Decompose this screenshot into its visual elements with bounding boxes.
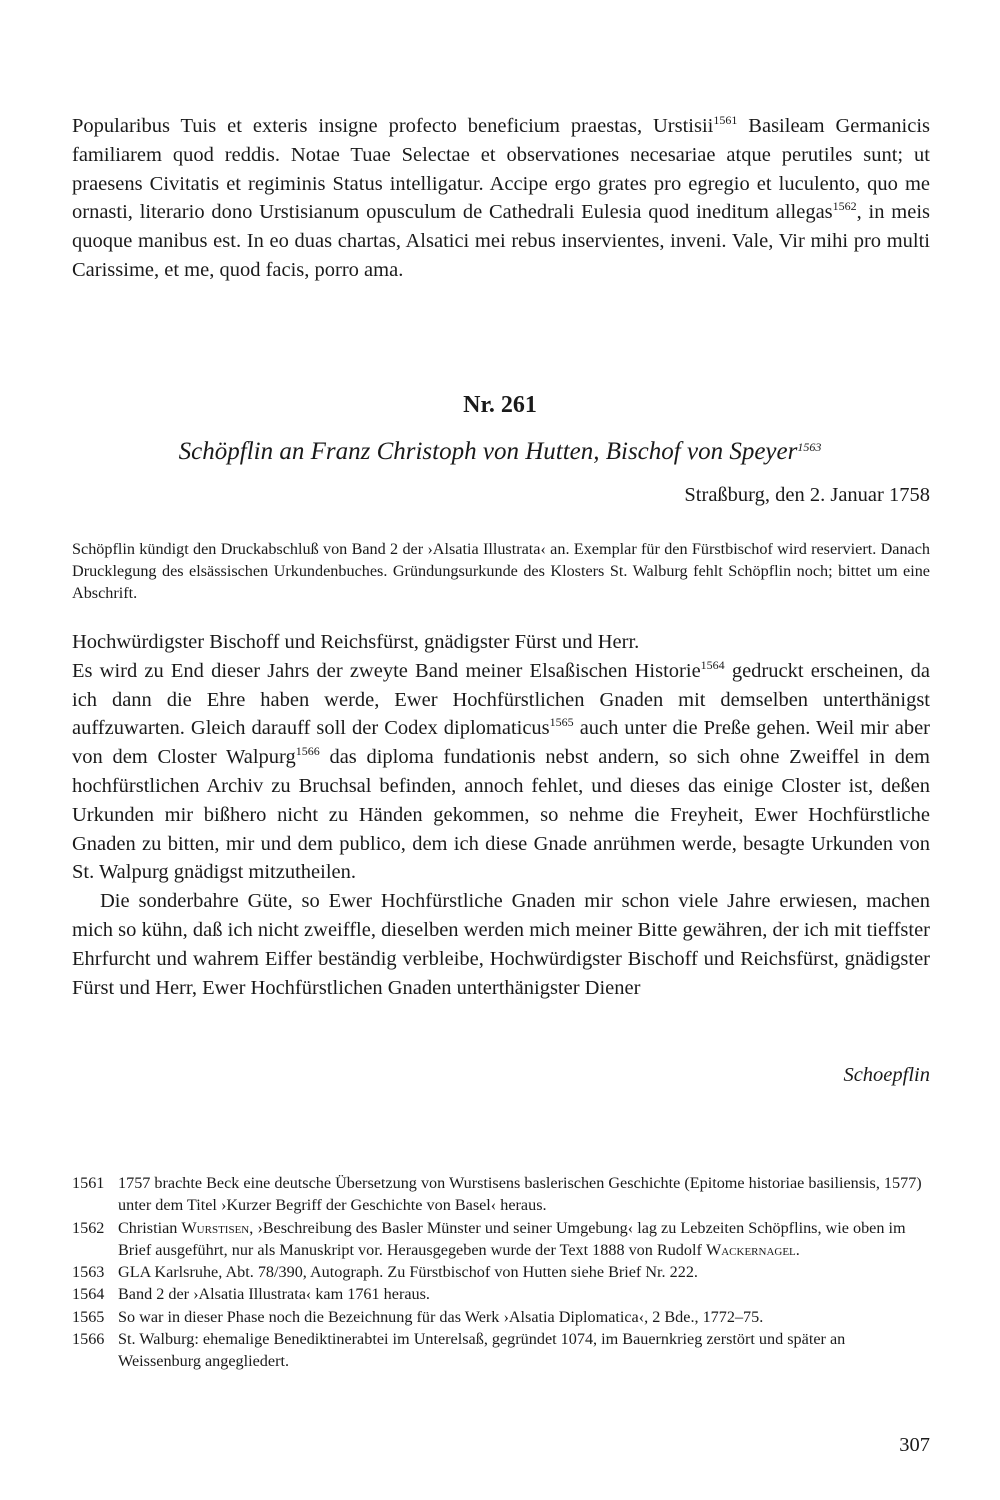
text-run: Es wird zu End dieser Jahrs der zweyte Band meiner Elsaßischen Historie	[72, 659, 701, 682]
author-name: Wurstisen	[181, 1218, 250, 1237]
footnote-text: St. Walburg: ehemalige Benediktinerabtei im Unterelsaß, gegründet 1074, im Bauernkrieg zerstört und später an Weissenburg angegliedert.	[118, 1330, 846, 1371]
page-number: 307	[899, 1434, 930, 1456]
text-run: gedruckt erscheinen, da ich dann die Ehre haben werde, Ewer Hochfürstlichen Gnaden mit demselben unterthänigst auffzuwarten. Gleich darauff soll der Codex diplomaticus	[72, 659, 930, 740]
footnote	[72, 1172, 930, 1217]
footnote-text: Band 2 der ›Alsatia Illustrata‹ kam 1761 heraus.	[118, 1285, 430, 1304]
letter-paragraph-2: Die sonderbahre Güte, so Ewer Hochfürstliche Gnaden mir schon viele Jahre erwiesen, machen mich so kühn, daß ich nicht zweiffle, dieselben werden mich meiner Bitte gewähren, der ich mit tieffster Ehrfurcht und wahrem Eiffer beständig verbleibe, Hochwürdigster Bischoff und Reichsfürst, gnädigster Fürst und Herr, Ewer Hochfürstlichen Gnaden unterthänigster Diener	[72, 890, 930, 999]
footnote-number: 1562	[72, 1218, 105, 1237]
text-run: .	[795, 1240, 800, 1259]
text-run: Basileam Germanicis familiarem quod reddis. Notae Tuae Selectae et observationes necesariae atque perutiles sunt; ut praesens Civitatis et regiminis Status intelligatur. Accipe ergo grates pro egregio et luculento, quo me ornasti, literario dono Urstisianum opusculum de Cathedrali Eulesia quod ineditum allegas	[72, 115, 930, 224]
text-run: , in meis quoque manibus est. In eo duas chartas, Alsatici mei rebus inservientes, inveni. Vale, Vir mihi pro multi Carissime, et me, quod facis, porro ama.	[72, 201, 931, 281]
letter-summary	[72, 538, 930, 604]
signature: Schoepflin	[843, 1064, 930, 1086]
footnotes	[72, 1172, 930, 1373]
letter-title-text: Schöpflin an Franz Christoph von Hutten, Bischof von Speyer	[178, 438, 798, 465]
author-name: Wackernagel	[705, 1240, 796, 1259]
letter-paragraph-1	[72, 657, 930, 887]
letter-body	[72, 628, 930, 1002]
footnote-text: 1757 brachte Beck eine deutsche Übersetzung von Wurstisens baslerischen Geschichte (Epitome historiae basiliensis, 1577) unter dem Titel ›Kurzer Begriff der Geschichte von Basel‹ heraus.	[118, 1174, 922, 1215]
footnote-ref[interactable]: 1565	[549, 715, 574, 730]
text-run: auch unter die Preße gehen. Weil mir aber von dem Closter Walpurg	[72, 717, 930, 769]
footnote-text: So war in dieser Phase noch die Bezeichnung für das Werk ›Alsatia Diplomatica‹, 2 Bde., 1772–75.	[118, 1307, 764, 1326]
footnote-ref[interactable]: 1563	[797, 440, 822, 454]
text-run: Popularibus Tuis et exteris insigne profecto beneficium praestas, Urstisii	[72, 115, 714, 137]
footnote-number: 1566	[72, 1330, 105, 1349]
text-run: das diploma fundationis nebst andern, so sich ohne Zweiffel in dem hochfürstlichen Archiv zu Bruchsal befinden, annoch fehlet, und dieses das einige Closter ist, deßen Urkunden mir bißhero nicht zu Händen gekommen, so nehme die Freyheit, Ewer Hochfürstliche Gnaden zu bitten, mir und dem publico, dem ich diese Gnade anrühmen werde, besagte Urkunden von St. Walpurg gnädigst mitzutheilen.	[72, 746, 930, 884]
summary-text: Schöpflin kündigt den Druckabschluß von Band 2 der ›Alsatia Illustrata‹ an. Exemplar für den Fürstbischof wird reserviert. Danach Drucklegung des elsässischen Urkundenbuches. Gründungsurkunde des Klosters St. Walburg fehlt Schöpflin noch; bittet um eine Abschrift.	[72, 540, 930, 602]
previous-letter-ending	[72, 112, 930, 285]
place-date: Straßburg, den 2. Januar 1758	[684, 484, 930, 506]
footnote-number: 1565	[72, 1307, 105, 1326]
footnote	[72, 1283, 930, 1305]
footnote-text	[118, 1217, 930, 1262]
footnote-ref[interactable]: 1561	[713, 113, 738, 127]
footnote	[72, 1217, 930, 1262]
footnote-ref[interactable]: 1564	[700, 657, 725, 672]
letter-number: Nr. 261	[463, 392, 537, 418]
salutation: Hochwürdigster Bischoff und Reichsfürst, gnädigster Fürst und Herr.	[72, 631, 640, 653]
footnote-number: 1564	[72, 1285, 105, 1304]
footnote-number: 1563	[72, 1263, 105, 1282]
latin-paragraph	[72, 112, 930, 285]
text-run: , ›Beschreibung des Basler Münster und seiner Umgebung‹ lag zu Lebzeiten Schöpflins, wie oben im Brief ausgeführt, nur als Manuskript vor. Herausgegeben wurde der Text 1888 von Rudolf	[118, 1218, 906, 1259]
footnote-number: 1561	[72, 1174, 105, 1192]
footnote	[72, 1261, 930, 1283]
text-run: Christian	[118, 1218, 182, 1237]
footnote-ref[interactable]: 1562	[832, 199, 857, 214]
footnote-text: GLA Karlsruhe, Abt. 78/390, Autograph. Zu Fürstbischof von Hutten siehe Brief Nr. 222.	[118, 1263, 698, 1282]
footnote-ref[interactable]: 1566	[295, 744, 320, 759]
footnote	[72, 1328, 930, 1373]
letter-title	[0, 438, 1000, 466]
footnote	[72, 1306, 930, 1328]
